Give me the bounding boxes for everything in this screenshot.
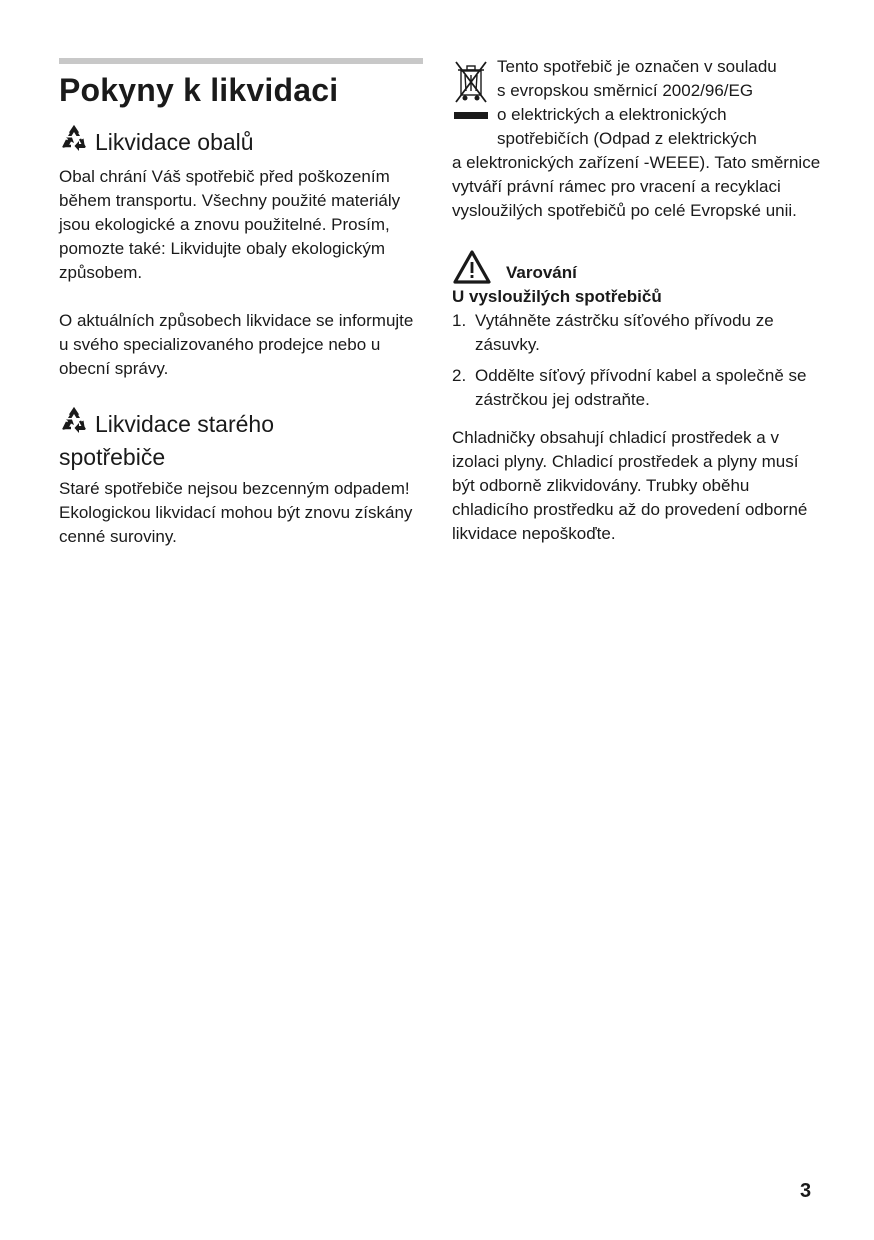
packaging-title: Likvidace obalů	[95, 129, 254, 155]
list-item	[452, 364, 822, 412]
step-text: Vytáhněte zástrčku síťového přívodu ze zásuvky.	[475, 311, 774, 354]
recycle-icon	[59, 124, 89, 159]
warning-triangle-icon	[452, 249, 492, 285]
refrigerants-para: Chladničky obsahují chladicí prostředek a v izolaci plyny. Chladicí prostředek a plyny musí být odborně zlikvidovány. Trubky oběhu chladicího prostředku až do provedení odborné likvidace nepoškoďte.	[452, 428, 808, 543]
recycle-icon	[59, 406, 89, 442]
old-appliance-title-line1: Likvidace starého	[95, 411, 274, 437]
weee-line3: o elektrických a elektronických	[497, 105, 727, 124]
packaging-para1: Obal chrání Váš spotřebič před poškozením během transportu. Všechny použité materiály jsou ekologické a znovu použitelné. Prosím, pomozte také: Likvidujte obaly ekologickým způsobem.	[59, 167, 401, 282]
page-number: 3	[800, 1180, 812, 1202]
weee-line2: s evropskou směrnicí 2002/96/EG	[497, 81, 754, 100]
old-appliance-heading	[59, 406, 424, 473]
warning-header	[452, 249, 822, 285]
packaging-section	[59, 124, 424, 381]
page-title: Pokyny k likvidaci	[59, 72, 339, 108]
crossed-bin-icon	[452, 58, 490, 120]
warning-steps	[452, 309, 822, 412]
right-column	[452, 55, 822, 546]
warning-subtitle: U vysloužilých spotřebičů	[452, 287, 662, 306]
weee-rest: a elektronických zařízení -WEEE). Tato směrnice vytváří právní rámec pro vracení a recyklaci vysloužilých spotřebičů po celé Evropské unii.	[452, 153, 821, 220]
old-appliance-section	[59, 406, 424, 549]
warning-title: Varování	[506, 263, 577, 282]
step-number: 2.	[452, 366, 467, 385]
step-number: 1.	[452, 311, 467, 330]
warning-block	[452, 249, 822, 546]
weee-line4: spotřebičích (Odpad z elektrických	[497, 129, 757, 148]
weee-block	[452, 55, 822, 223]
weee-line1: Tento spotřebič je označen v souladu	[497, 57, 777, 76]
packaging-para2: O aktuálních způsobech likvidace se informujte u svého specializovaného prodejce nebo u obecní správy.	[59, 311, 414, 378]
step-text: Oddělte síťový přívodní kabel a společně se zástrčkou jej odstraňte.	[475, 366, 807, 409]
top-rule	[59, 58, 423, 64]
list-item	[452, 309, 822, 357]
packaging-heading	[59, 124, 424, 159]
old-appliance-para: Staré spotřebiče nejsou bezcenným odpadem! Ekologickou likvidací mohou být znovu získány cenné suroviny.	[59, 479, 413, 546]
left-column	[59, 58, 424, 549]
old-appliance-title-line2: spotřebiče	[59, 444, 166, 470]
